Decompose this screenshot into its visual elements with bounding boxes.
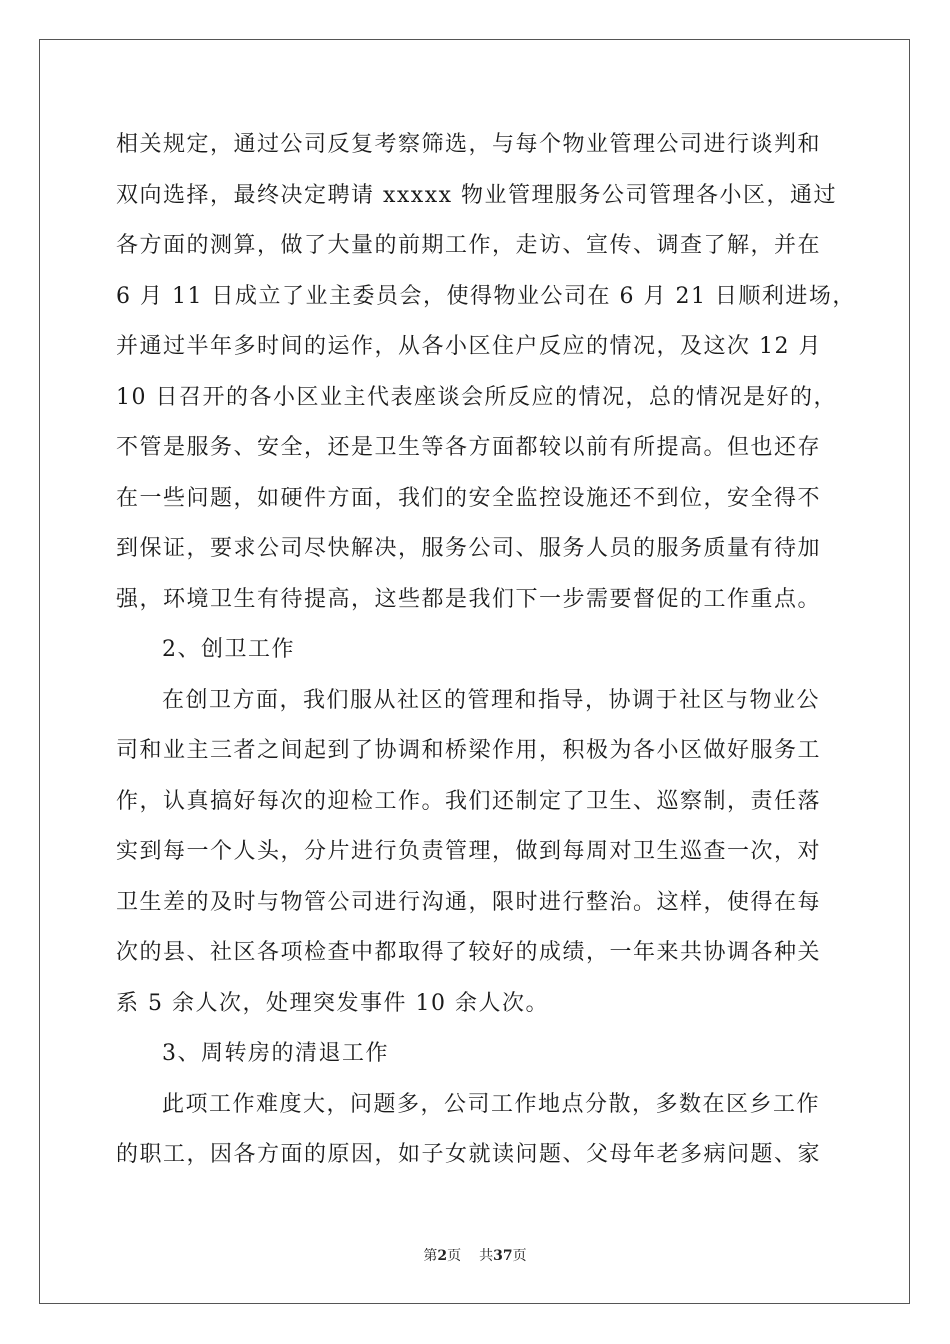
text-line: 相关规定，通过公司反复考察筛选，与每个物业管理公司进行谈判和 (116, 132, 822, 157)
text-line: 强，环境卫生有待提高，这些都是我们下一步需要督促的工作重点。 (116, 586, 822, 612)
text-line: 6 月 11 日成立了业主委员会，使得物业公司在 6 月 21 日顺利进场， (116, 283, 856, 309)
text-line: 到保证，要求公司尽快解决，服务公司、服务人员的服务质量有待加 (116, 536, 822, 561)
text-line: 10 日召开的各小区业主代表座谈会所反应的情况，总的情况是好的， (116, 384, 837, 410)
document-body (116, 120, 856, 1181)
text-line: 作，认真搞好每次的迎检工作。我们还制定了卫生、巡察制，责任落 (116, 788, 822, 814)
text-line: 实到每一个人头，分片进行负责管理，做到每周对卫生巡查一次，对 (116, 839, 822, 864)
text-line: 次的县、社区各项检查中都取得了较好的成绩，一年来共协调各种关 (116, 940, 822, 965)
footer-total-suffix: 页 (512, 1248, 527, 1264)
text-line: 在创卫方面，我们服从社区的管理和指导，协调于社区与物业公 (162, 687, 821, 713)
footer-prefix: 第 (423, 1248, 438, 1264)
text-line: 卫生差的及时与物管公司进行沟通，限时进行整治。这样，使得在每 (116, 889, 822, 915)
text-line: 系 5 余人次，处理突发事件 10 余人次。 (116, 990, 549, 1016)
text-line: 并通过半年多时间的运作，从各小区住户反应的情况，及这次 12 月 (116, 334, 822, 359)
text-line: 各方面的测算，做了大量的前期工作，走访、宣传、调查了解，并在 (116, 233, 822, 258)
footer-total-prefix: 共 (479, 1248, 494, 1264)
text-line: 的职工，因各方面的原因，如子女就读问题、父母年老多病问题、家 (116, 1142, 822, 1167)
section-heading: 3、周转房的清退工作 (162, 1041, 389, 1066)
total-page-count: 37 (493, 1248, 513, 1264)
footer-page-suffix: 页 (447, 1248, 462, 1264)
text-line: 在一些问题，如硬件方面，我们的安全监控设施还不到位，安全得不 (116, 485, 822, 511)
current-page-number: 2 (437, 1248, 448, 1264)
text-line: 双向选择，最终决定聘请 xxxxx 物业管理服务公司管理各小区，通过 (116, 182, 838, 208)
text-line: 不管是服务、安全，还是卫生等各方面都较以前有所提高。但也还存 (116, 435, 822, 460)
section-heading: 2、创卫工作 (162, 637, 295, 662)
text-line: 司和业主三者之间起到了协调和桥梁作用，积极为各小区做好服务工 (116, 738, 822, 763)
page-footer (0, 1245, 950, 1265)
text-line: 此项工作难度大，问题多，公司工作地点分散，多数在区乡工作 (162, 1091, 821, 1117)
